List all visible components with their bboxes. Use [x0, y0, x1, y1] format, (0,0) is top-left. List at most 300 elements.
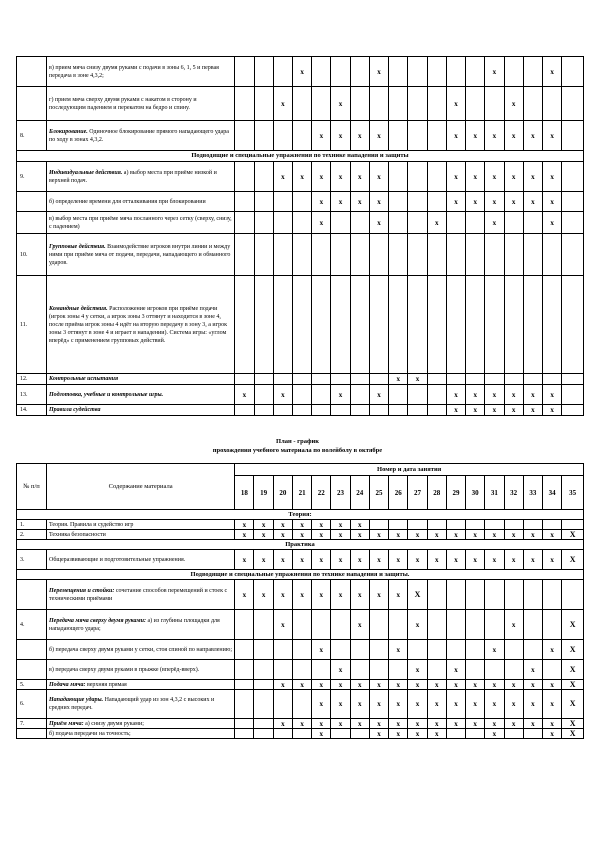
row-number — [17, 212, 47, 234]
row-number: 5. — [17, 680, 47, 690]
table-row — [17, 719, 584, 729]
mark-cell — [446, 580, 465, 610]
mark-cell — [504, 640, 523, 660]
mark-cell: x — [466, 121, 485, 151]
mark-cell: x — [504, 121, 523, 151]
mark-cell — [427, 121, 446, 151]
mark-cell — [369, 276, 388, 374]
mark-cell — [562, 385, 584, 405]
mark-cell: x — [369, 680, 388, 690]
mark-cell — [562, 162, 584, 192]
row-label-emphasis: Перемещения и стойки: — [48, 587, 115, 594]
table-row — [17, 550, 584, 570]
mark-cell — [408, 87, 427, 121]
mark-cell: x — [369, 162, 388, 192]
mark-cell: x — [446, 660, 465, 680]
mark-cell — [446, 729, 465, 739]
mark-cell: x — [485, 530, 504, 540]
mark-cell — [235, 276, 254, 374]
mark-cell: x — [427, 212, 446, 234]
mark-cell — [389, 57, 408, 87]
mark-cell — [485, 580, 504, 610]
mark-cell — [408, 385, 427, 405]
mark-cell — [235, 680, 254, 690]
mark-cell — [446, 640, 465, 660]
mark-cell: x — [331, 660, 350, 680]
row-content: г) прием мяча сверху двумя руками с накатом в сторону и последующим падением и перекатом на бедро и спину. — [47, 87, 235, 121]
mark-cell: x — [466, 162, 485, 192]
mark-cell: X — [408, 580, 427, 610]
mark-cell: x — [350, 121, 369, 151]
mark-cell: x — [235, 580, 254, 610]
header-num: № п/п — [17, 464, 47, 510]
mark-cell: x — [389, 580, 408, 610]
mark-cell: x — [292, 520, 311, 530]
mark-cell — [254, 374, 273, 385]
row-number: 1. — [17, 520, 47, 530]
mark-cell: x — [523, 719, 542, 729]
mark-cell — [292, 385, 311, 405]
table-row — [17, 162, 584, 192]
row-content — [47, 162, 235, 192]
mark-cell — [543, 374, 562, 385]
row-number — [17, 192, 47, 212]
row-label-rest: а) выбор места при приёме низкой и верхней подач. — [49, 169, 217, 184]
mark-cell — [350, 729, 369, 739]
mark-cell — [427, 640, 446, 660]
mark-cell: x — [331, 87, 350, 121]
table-row — [17, 234, 584, 276]
mark-cell — [543, 520, 562, 530]
mark-cell — [562, 192, 584, 212]
mark-cell: x — [312, 550, 331, 570]
row-label-rest: сочетание способов перемещений и стоек с техническими приёмами — [48, 587, 228, 602]
mark-cell — [523, 640, 542, 660]
row-label-emphasis: Командные действия. — [49, 305, 108, 312]
section-row — [17, 540, 584, 550]
mark-cell: x — [350, 580, 369, 610]
mark-cell — [446, 57, 465, 87]
mark-cell: x — [485, 729, 504, 739]
mark-cell — [254, 719, 273, 729]
mark-cell: x — [523, 550, 542, 570]
row-content — [46, 580, 234, 610]
mark-cell — [312, 57, 331, 87]
mark-cell — [466, 212, 485, 234]
mark-cell — [446, 276, 465, 374]
mark-cell: X — [562, 550, 584, 570]
mark-cell: x — [292, 57, 311, 87]
mark-cell: x — [389, 729, 408, 739]
mark-cell — [331, 729, 350, 739]
mark-cell — [523, 580, 542, 610]
mark-cell: x — [312, 580, 331, 610]
mark-cell — [273, 276, 292, 374]
mark-cell: x — [331, 680, 350, 690]
mark-cell — [446, 520, 465, 530]
mark-cell — [408, 405, 427, 416]
mark-cell: x — [504, 550, 523, 570]
mark-cell: x — [543, 212, 562, 234]
mark-cell — [389, 234, 408, 276]
mark-cell: x — [466, 719, 485, 729]
mark-cell — [466, 234, 485, 276]
mark-cell — [408, 640, 427, 660]
lesson-number: 28 — [427, 476, 446, 510]
mark-cell — [369, 234, 388, 276]
mark-cell: x — [485, 162, 504, 192]
mark-cell: x — [254, 520, 273, 530]
mark-cell — [273, 690, 292, 719]
mark-cell: x — [504, 87, 523, 121]
mark-cell — [389, 385, 408, 405]
mark-cell: x — [523, 680, 542, 690]
lesson-number: 19 — [254, 476, 273, 510]
mark-cell: x — [485, 192, 504, 212]
mark-cell — [562, 57, 584, 87]
mark-cell — [523, 520, 542, 530]
mark-cell: x — [543, 550, 562, 570]
mark-cell: x — [446, 192, 465, 212]
mark-cell: x — [389, 550, 408, 570]
row-content: в) прием мяча снизу двумя руками с подачи в зоны 6, 1, 5 и первая передача в зоне 4,3,2; — [47, 57, 235, 87]
mark-cell — [562, 374, 584, 385]
mark-cell — [562, 212, 584, 234]
mark-cell: x — [427, 690, 446, 719]
mark-cell: x — [273, 550, 292, 570]
row-label-emphasis: Передача мяча сверху двумя руками: — [48, 617, 146, 624]
mark-cell — [523, 374, 542, 385]
mark-cell — [292, 276, 311, 374]
mark-cell: x — [331, 520, 350, 530]
mark-cell: x — [485, 121, 504, 151]
mark-cell: x — [350, 530, 369, 540]
lesson-number: 35 — [562, 476, 584, 510]
mark-cell: x — [235, 530, 254, 540]
mark-cell: x — [504, 610, 523, 640]
mark-cell: x — [485, 212, 504, 234]
mark-cell: x — [504, 530, 523, 540]
mark-cell: x — [427, 530, 446, 540]
mark-cell — [523, 234, 542, 276]
table-row — [17, 729, 584, 739]
mark-cell — [543, 276, 562, 374]
mark-cell — [523, 276, 542, 374]
row-number: 2. — [17, 530, 47, 540]
mark-cell: x — [292, 162, 311, 192]
mark-cell: x — [331, 385, 350, 405]
row-number: 3. — [17, 550, 47, 570]
section-heading: Практика — [17, 540, 584, 550]
mark-cell — [273, 660, 292, 680]
mark-cell: x — [408, 660, 427, 680]
mark-cell — [331, 276, 350, 374]
row-label-emphasis: Блокирование. — [49, 128, 88, 135]
mark-cell: x — [523, 530, 542, 540]
mark-cell: x — [523, 192, 542, 212]
mark-cell: x — [273, 87, 292, 121]
mark-cell: x — [523, 405, 542, 416]
mark-cell: x — [485, 550, 504, 570]
mark-cell — [350, 57, 369, 87]
mark-cell: x — [408, 530, 427, 540]
row-number — [17, 57, 47, 87]
mark-cell — [273, 121, 292, 151]
mark-cell: x — [254, 550, 273, 570]
mark-cell: x — [350, 610, 369, 640]
row-label-rest: Нападающий удар из зон 4,3,2 с высоких и средних передач. — [48, 697, 215, 711]
mark-cell: x — [427, 719, 446, 729]
mark-cell — [312, 276, 331, 374]
mark-cell: x — [523, 385, 542, 405]
mark-cell — [504, 374, 523, 385]
mark-cell: x — [254, 580, 273, 610]
mark-cell — [235, 660, 254, 680]
mark-cell — [273, 729, 292, 739]
mark-cell: x — [312, 690, 331, 719]
mark-cell: x — [408, 374, 427, 385]
mark-cell — [543, 580, 562, 610]
mark-cell — [235, 640, 254, 660]
mark-cell — [369, 87, 388, 121]
mark-cell: X — [562, 640, 584, 660]
table-row — [17, 680, 584, 690]
mark-cell — [273, 234, 292, 276]
row-number — [17, 660, 47, 680]
mark-cell — [292, 690, 311, 719]
row-content — [47, 385, 235, 405]
mark-cell: x — [543, 680, 562, 690]
row-label-rest: а) снизу двумя руками; — [83, 720, 144, 727]
mark-cell: x — [523, 660, 542, 680]
mark-cell — [292, 374, 311, 385]
mark-cell: x — [369, 212, 388, 234]
row-label-emphasis: Групповые действия. — [49, 243, 106, 250]
table-row — [17, 405, 584, 416]
mark-cell: x — [369, 690, 388, 719]
mark-cell: x — [446, 690, 465, 719]
mark-cell: x — [235, 520, 254, 530]
mark-cell — [312, 405, 331, 416]
lesson-number: 29 — [446, 476, 465, 510]
mark-cell: x — [312, 640, 331, 660]
row-label-emphasis: Нападающие удары. — [48, 697, 104, 703]
mark-cell — [427, 87, 446, 121]
mark-cell — [427, 660, 446, 680]
mark-cell — [408, 121, 427, 151]
mark-cell — [235, 162, 254, 192]
mark-cell: x — [273, 610, 292, 640]
mark-cell: x — [350, 162, 369, 192]
mark-cell — [504, 660, 523, 680]
mark-cell: x — [427, 729, 446, 739]
mark-cell: x — [331, 162, 350, 192]
mark-cell — [235, 57, 254, 87]
mark-cell — [408, 276, 427, 374]
mark-cell: x — [504, 385, 523, 405]
mark-cell: x — [369, 57, 388, 87]
mark-cell — [523, 87, 542, 121]
mark-cell: x — [466, 690, 485, 719]
mark-cell — [523, 610, 542, 640]
mark-cell — [466, 660, 485, 680]
mark-cell — [408, 57, 427, 87]
row-number: 14. — [17, 405, 47, 416]
mark-cell: X — [562, 729, 584, 739]
mark-cell — [389, 162, 408, 192]
mark-cell: x — [485, 680, 504, 690]
mark-cell — [562, 580, 584, 610]
row-content — [46, 680, 234, 690]
row-content: Общеразвивающие и подготовительные упражнения. — [46, 550, 234, 570]
mark-cell — [485, 276, 504, 374]
mark-cell — [504, 580, 523, 610]
section-heading: Подводящие и специальные упражнения по технике нападения и защиты — [17, 151, 584, 162]
table-top — [16, 56, 584, 416]
mark-cell: x — [408, 610, 427, 640]
row-label-rest: Расположение игроков при приёме подачи (игрок зоны 4 у сетки, а игрок зоны 3 оттянут и находится в зоне 4, после приёма игрок зоны 4 идёт на вторую передачу в зону 3, а игрок зоны 3 оттянут в зоне 4 и играет в нападении). Система игры: «углом вперёд» с применением групповых действий. — [49, 305, 227, 344]
row-label-emphasis: Приём мяча: — [48, 720, 84, 727]
mark-cell: x — [369, 729, 388, 739]
mark-cell: x — [273, 719, 292, 729]
row-content — [47, 276, 235, 374]
row-number — [17, 580, 47, 610]
mark-cell: x — [427, 680, 446, 690]
mark-cell — [312, 660, 331, 680]
plan-subtitle: прохождения учебного материала по волейболу в октябре — [212, 447, 383, 454]
mark-cell: x — [543, 57, 562, 87]
mark-cell: x — [543, 192, 562, 212]
row-number: 12. — [17, 374, 47, 385]
mark-cell — [543, 87, 562, 121]
mark-cell: x — [466, 550, 485, 570]
mark-cell: x — [292, 680, 311, 690]
mark-cell: x — [273, 530, 292, 540]
mark-cell — [273, 405, 292, 416]
mark-cell — [254, 57, 273, 87]
mark-cell: x — [312, 192, 331, 212]
table-row — [17, 610, 584, 640]
mark-cell: x — [331, 121, 350, 151]
mark-cell — [331, 640, 350, 660]
mark-cell — [485, 610, 504, 640]
mark-cell — [408, 520, 427, 530]
mark-cell: x — [292, 580, 311, 610]
row-content — [46, 610, 234, 640]
mark-cell — [446, 610, 465, 640]
mark-cell — [504, 212, 523, 234]
mark-cell: x — [350, 719, 369, 729]
lesson-number: 21 — [292, 476, 311, 510]
table-row — [17, 57, 584, 87]
mark-cell: x — [408, 729, 427, 739]
mark-cell — [543, 234, 562, 276]
mark-cell — [369, 660, 388, 680]
mark-cell: x — [254, 530, 273, 540]
mark-cell — [369, 640, 388, 660]
mark-cell — [254, 276, 273, 374]
mark-cell — [466, 87, 485, 121]
mark-cell: x — [446, 87, 465, 121]
mark-cell — [369, 520, 388, 530]
mark-cell: x — [446, 121, 465, 151]
mark-cell: x — [331, 719, 350, 729]
mark-cell — [446, 212, 465, 234]
mark-cell: x — [485, 640, 504, 660]
mark-cell — [427, 276, 446, 374]
mark-cell — [254, 212, 273, 234]
mark-cell — [292, 610, 311, 640]
mark-cell: x — [543, 719, 562, 729]
mark-cell — [254, 690, 273, 719]
mark-cell — [466, 610, 485, 640]
mark-cell — [466, 640, 485, 660]
mark-cell — [504, 276, 523, 374]
mark-cell — [350, 660, 369, 680]
mark-cell — [254, 640, 273, 660]
mark-cell — [254, 234, 273, 276]
section-heading: Подводящие и специальные упражнения по технике нападения и защиты. — [17, 570, 584, 580]
mark-cell: x — [369, 385, 388, 405]
mark-cell — [254, 87, 273, 121]
row-number: 7. — [17, 719, 47, 729]
row-number: 9. — [17, 162, 47, 192]
mark-cell: x — [350, 690, 369, 719]
mark-cell: x — [331, 580, 350, 610]
mark-cell: x — [292, 550, 311, 570]
mark-cell: x — [523, 121, 542, 151]
mark-cell: x — [331, 550, 350, 570]
mark-cell: x — [273, 580, 292, 610]
mark-cell — [254, 162, 273, 192]
mark-cell — [292, 729, 311, 739]
mark-cell: x — [350, 520, 369, 530]
mark-cell: x — [312, 520, 331, 530]
mark-cell: x — [446, 719, 465, 729]
mark-cell — [292, 87, 311, 121]
mark-cell: x — [292, 530, 311, 540]
row-number: 4. — [17, 610, 47, 640]
row-number: 13. — [17, 385, 47, 405]
mark-cell — [562, 520, 584, 530]
mark-cell — [485, 520, 504, 530]
mark-cell: x — [389, 680, 408, 690]
row-content — [47, 234, 235, 276]
table-row — [17, 276, 584, 374]
mark-cell — [389, 192, 408, 212]
row-number — [17, 87, 47, 121]
mark-cell — [254, 729, 273, 739]
row-number: 8. — [17, 121, 47, 151]
row-label-rest: Взаимодействие игроков внутри линии и между ними при приёме мяча от подачи, передачи, нападающего и обманного ударов. — [49, 243, 231, 266]
mark-cell — [543, 610, 562, 640]
mark-cell: x — [389, 530, 408, 540]
mark-cell — [254, 385, 273, 405]
mark-cell: x — [485, 690, 504, 719]
table-row — [17, 580, 584, 610]
mark-cell — [466, 580, 485, 610]
mark-cell — [504, 57, 523, 87]
plan-title: План - график — [276, 438, 319, 445]
mark-cell: x — [446, 680, 465, 690]
mark-cell — [562, 121, 584, 151]
mark-cell — [427, 405, 446, 416]
lesson-number: 24 — [350, 476, 369, 510]
mark-cell: x — [350, 192, 369, 212]
mark-cell — [235, 405, 254, 416]
lesson-number: 23 — [331, 476, 350, 510]
mark-cell: x — [235, 550, 254, 570]
